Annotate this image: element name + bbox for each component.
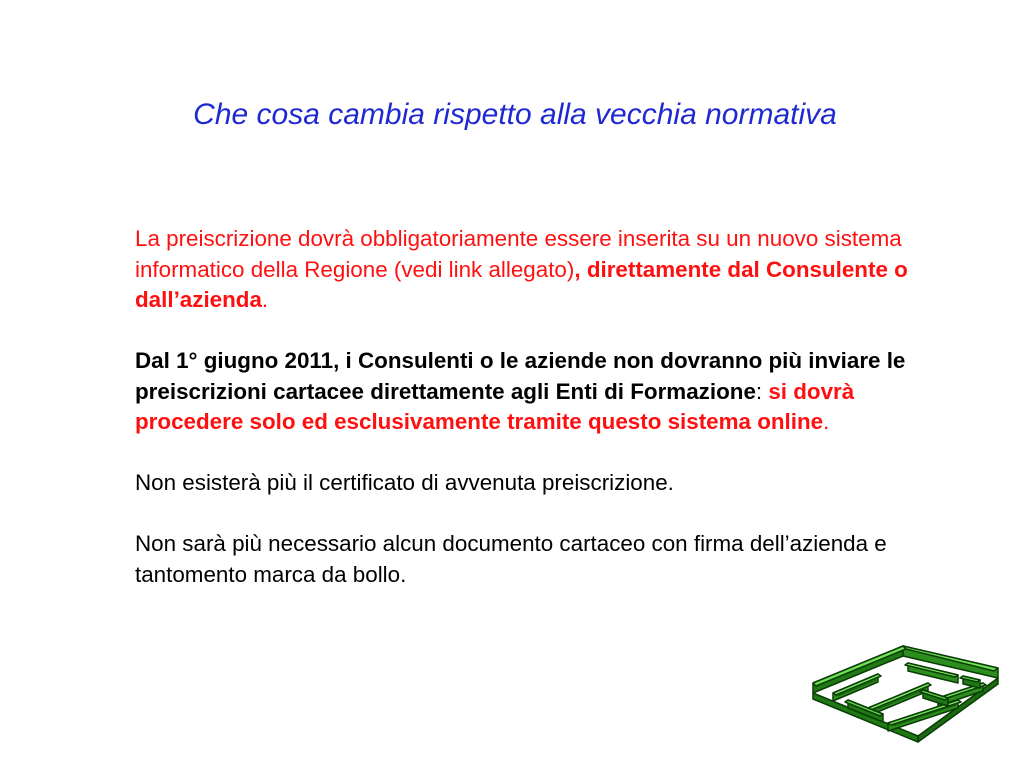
- slide-body: [135, 224, 955, 621]
- paragraph-2-bold: Dal 1° giugno 2011, i Consulenti o le aziende non dovranno più inviare le preiscrizioni cartacee direttamente agli Enti di Formazione: [135, 348, 906, 404]
- paragraph-certificato: Non esisterà più il certificato di avvenuta preiscrizione.: [135, 470, 674, 495]
- paragraph-1-text: La preiscrizione dovrà obbligatoriamente essere inserita su un nuovo sistema informatico della Regione (vedi link allegato): [135, 226, 902, 282]
- paragraph-1-comma: ,: [574, 256, 581, 282]
- paragraph-2-red-bold: si dovrà procedere solo ed esclusivamente tramite questo sistema online: [135, 378, 855, 434]
- paragraph-2-colon: :: [755, 378, 769, 404]
- maze-icon: [808, 638, 1003, 743]
- paragraph-preiscrizione: [135, 224, 955, 316]
- slide-title: Che cosa cambia rispetto alla vecchia normativa: [193, 98, 837, 131]
- paragraph-dal-1-giugno: [135, 346, 955, 438]
- paragraph-documento-cartaceo: Non sarà più necessario alcun documento cartaceo con firma dell’azienda e tantomento marca da bollo.: [135, 531, 887, 587]
- paragraph-1-bold: direttamente dal Consulente o dall’azienda: [135, 256, 908, 312]
- paragraph-2-end: .: [823, 409, 830, 434]
- paragraph-1-end: .: [261, 287, 269, 312]
